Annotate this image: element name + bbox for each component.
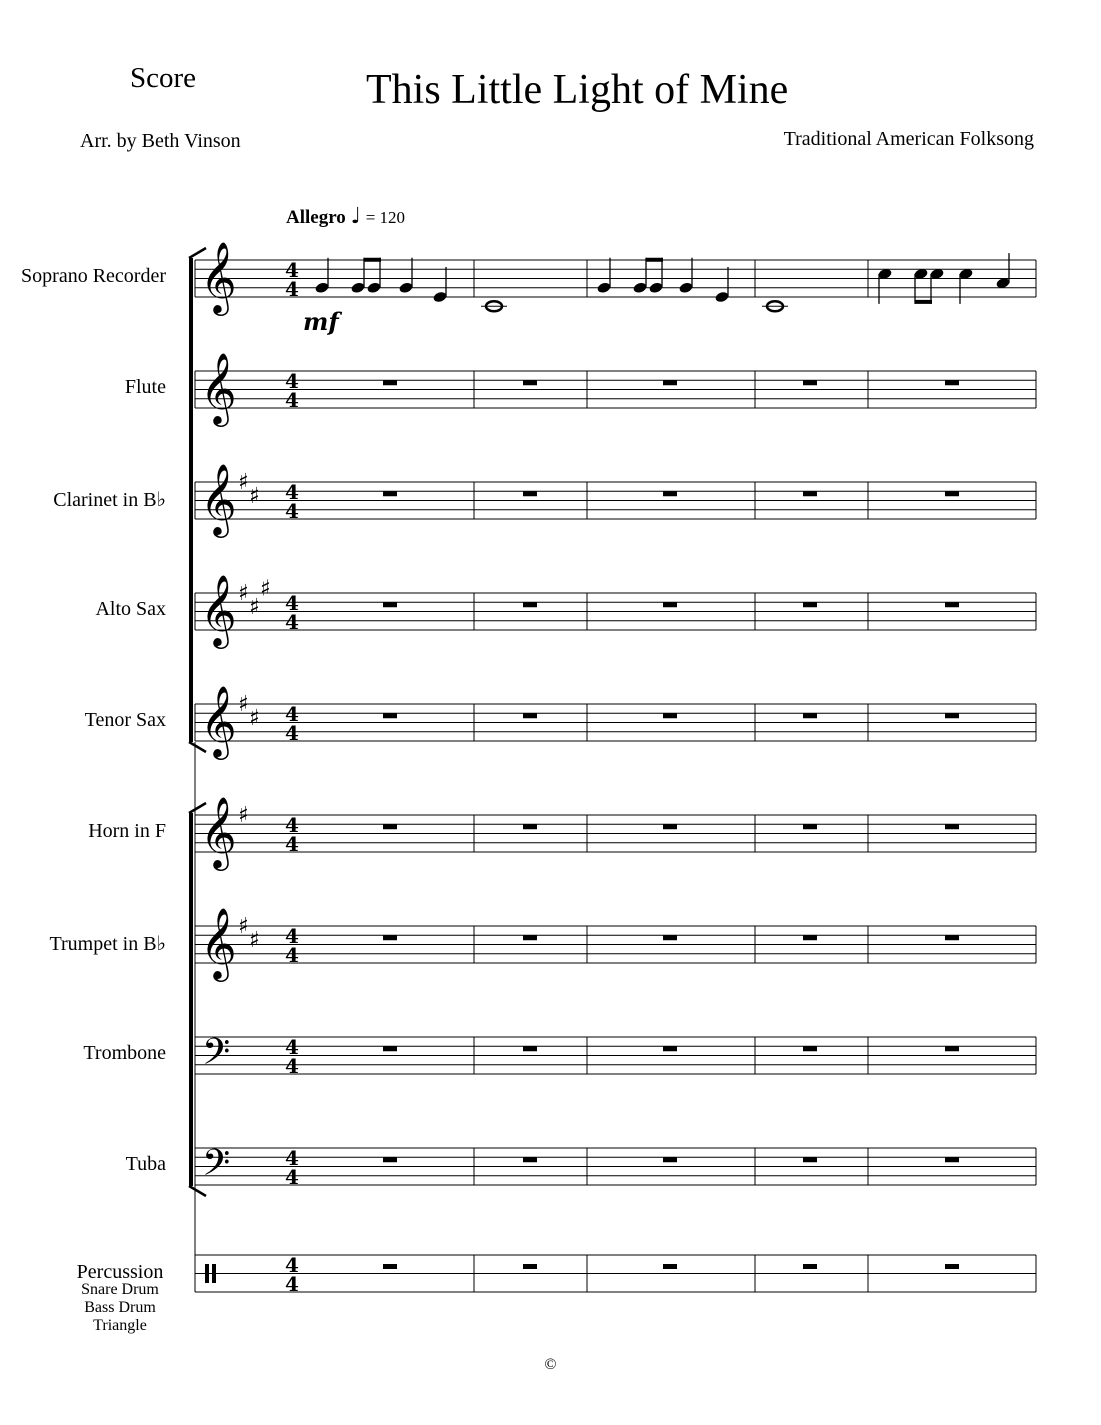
time-signature-top: 4 [285, 813, 299, 837]
whole-rest [383, 713, 397, 718]
time-signature-bottom: 4 [285, 1165, 299, 1189]
instrument-label: Flute [124, 376, 166, 398]
whole-rest [803, 1046, 817, 1051]
composer-credit: Traditional American Folksong [783, 128, 1034, 150]
whole-rest [523, 935, 537, 940]
bass-clef-icon: 𝄢 [202, 1031, 231, 1082]
sharp-icon: ♯ [249, 705, 260, 731]
time-signature-top: 4 [285, 702, 299, 726]
time-signature-top: 4 [285, 1035, 299, 1059]
whole-rest [383, 1264, 397, 1269]
time-signature-bottom: 4 [285, 1272, 299, 1296]
whole-rest [523, 1046, 537, 1051]
instrument-label: Trumpet in B♭ [49, 933, 166, 955]
instrument-label: Alto Sax [95, 598, 166, 620]
percussion-clef-icon [205, 1264, 209, 1283]
score-label: Score [130, 62, 197, 94]
whole-rest [383, 1157, 397, 1162]
treble-clef-icon: 𝄞 [200, 906, 237, 979]
note-beam [915, 300, 932, 304]
arranger-credit: Arr. by Beth Vinson [80, 130, 241, 152]
whole-rest [523, 602, 537, 607]
tempo-text: Allegro [286, 207, 346, 228]
whole-rest [383, 824, 397, 829]
whole-rest [803, 935, 817, 940]
whole-rest [803, 602, 817, 607]
bass-clef-icon: 𝄢 [202, 1142, 231, 1193]
time-signature-bottom: 4 [285, 943, 299, 967]
whole-rest [383, 602, 397, 607]
whole-rest [945, 602, 959, 607]
time-signature-top: 4 [285, 1253, 299, 1277]
whole-rest [945, 713, 959, 718]
whole-rest [663, 935, 677, 940]
whole-rest [945, 491, 959, 496]
time-signature-top: 4 [285, 480, 299, 504]
note-beam [364, 258, 381, 262]
sharp-icon: ♯ [238, 692, 249, 717]
page-title: This Little Light of Mine [366, 67, 789, 113]
time-signature-bottom: 4 [285, 832, 299, 856]
whole-rest [803, 713, 817, 718]
dynamic-marking: mf [303, 307, 339, 336]
whole-rest [383, 935, 397, 940]
whole-rest [945, 1046, 959, 1051]
sharp-icon: ♯ [238, 914, 249, 939]
whole-rest [803, 1157, 817, 1162]
time-signature-bottom: 4 [285, 499, 299, 523]
time-signature-top: 4 [285, 1146, 299, 1170]
percussion-part: Snare Drum [81, 1281, 159, 1298]
sharp-icon: ♯ [238, 803, 249, 828]
whole-rest [663, 713, 677, 718]
whole-rest [523, 1264, 537, 1269]
time-signature-bottom: 4 [285, 610, 299, 634]
whole-rest [803, 824, 817, 829]
whole-rest [945, 1157, 959, 1162]
time-signature-top: 4 [285, 591, 299, 615]
treble-clef-icon: 𝄞 [200, 684, 237, 757]
treble-clef-icon: 𝄞 [200, 462, 237, 535]
instrument-label: Tuba [125, 1153, 166, 1175]
treble-clef-icon: 𝄞 [200, 573, 237, 646]
time-signature-bottom: 4 [285, 388, 299, 412]
system-bracket [189, 813, 193, 1186]
percussion-part: Bass Drum [84, 1299, 156, 1316]
treble-clef-icon: 𝄞 [200, 351, 237, 424]
sharp-icon: ♯ [238, 470, 249, 495]
copyright-notice: © [544, 1356, 557, 1373]
instrument-label: Soprano Recorder [21, 265, 166, 287]
whole-rest [523, 1157, 537, 1162]
whole-rest [523, 380, 537, 385]
sharp-icon: ♯ [249, 483, 260, 509]
treble-clef-icon: 𝄞 [200, 795, 237, 868]
whole-rest [663, 1046, 677, 1051]
whole-rest [945, 824, 959, 829]
sharp-icon: ♯ [238, 581, 249, 606]
whole-rest [523, 491, 537, 496]
tempo-bpm: = 120 [365, 208, 406, 227]
whole-rest [663, 1157, 677, 1162]
whole-rest [663, 491, 677, 496]
whole-rest [803, 380, 817, 385]
treble-clef-icon: 𝄞 [200, 240, 237, 313]
system-bracket [189, 258, 193, 742]
time-signature-bottom: 4 [285, 277, 299, 301]
time-signature-top: 4 [285, 369, 299, 393]
sharp-icon: ♯ [249, 594, 260, 620]
time-signature-bottom: 4 [285, 721, 299, 745]
instrument-label: Trombone [83, 1042, 166, 1064]
whole-rest [945, 1264, 959, 1269]
whole-rest [663, 380, 677, 385]
sharp-icon: ♯ [249, 927, 260, 953]
instrument-label: Clarinet in B♭ [53, 489, 166, 511]
whole-rest [383, 491, 397, 496]
whole-rest [383, 380, 397, 385]
time-signature-top: 4 [285, 924, 299, 948]
whole-rest [383, 1046, 397, 1051]
whole-rest [523, 713, 537, 718]
time-signature-bottom: 4 [285, 1054, 299, 1078]
percussion-clef-icon [212, 1264, 216, 1283]
instrument-label: Horn in F [88, 820, 166, 842]
whole-rest [803, 1264, 817, 1269]
quarter-note-icon: ♩ [350, 204, 361, 229]
sharp-icon: ♯ [260, 576, 271, 602]
whole-rest [803, 491, 817, 496]
whole-rest [663, 1264, 677, 1269]
whole-rest [945, 935, 959, 940]
percussion-name: Percussion [76, 1261, 164, 1283]
note-beam [646, 258, 663, 262]
whole-rest [523, 824, 537, 829]
instrument-label: Tenor Sax [84, 709, 166, 731]
whole-rest [945, 380, 959, 385]
percussion-part: Triangle [93, 1317, 147, 1334]
whole-rest [663, 602, 677, 607]
time-signature-top: 4 [285, 258, 299, 282]
whole-rest [663, 824, 677, 829]
